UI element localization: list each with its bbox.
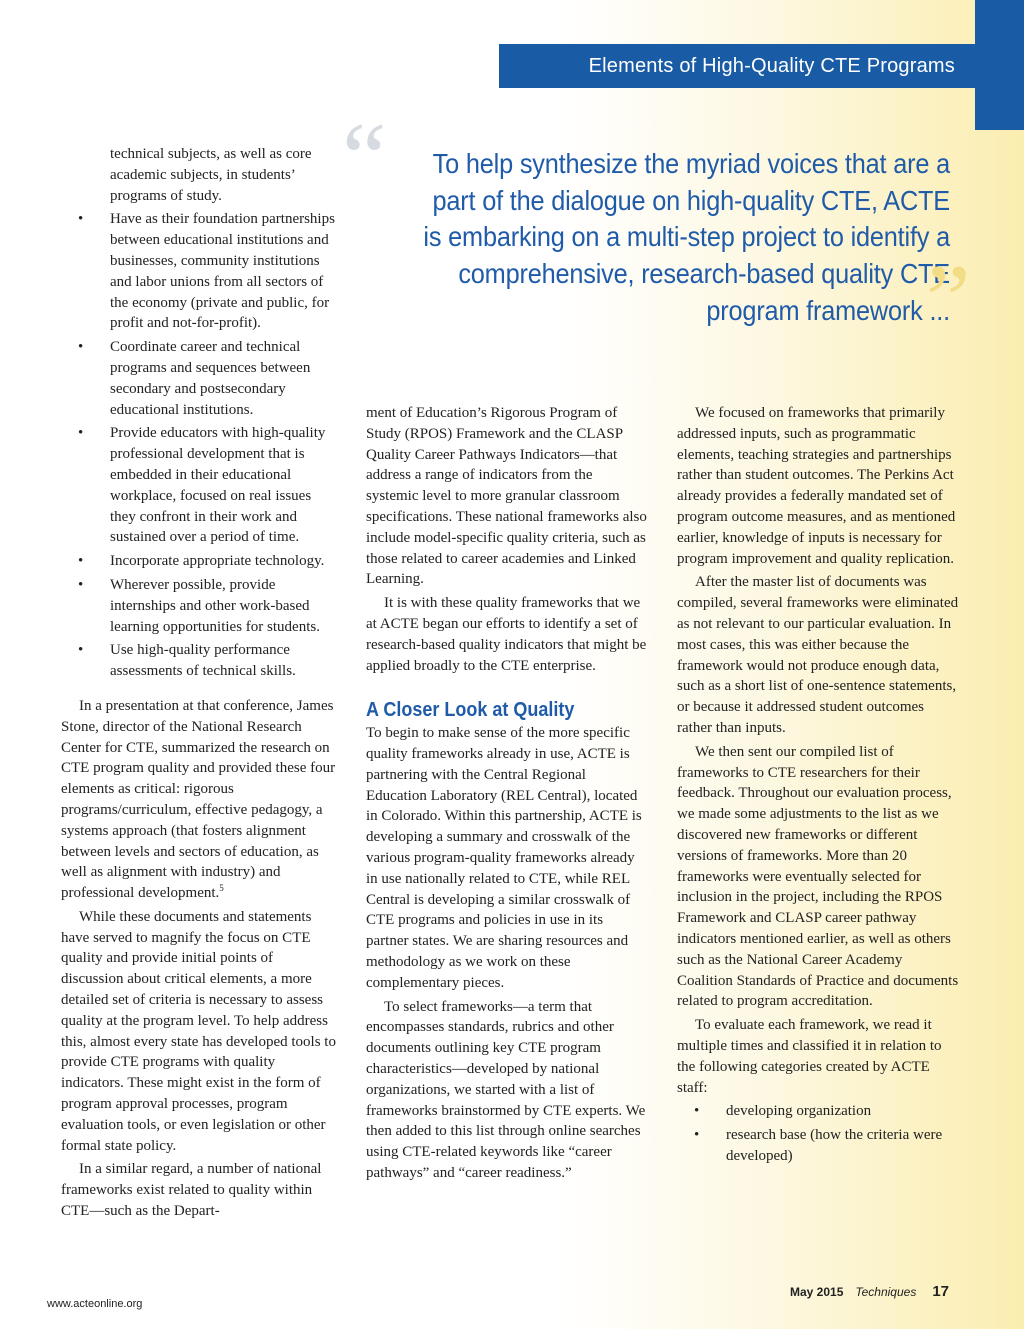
section-header-bar	[499, 44, 975, 88]
list-item: • Incorporate appropriate technology.	[61, 551, 339, 572]
category-list	[677, 1101, 959, 1166]
issue-date: May 2015	[790, 1285, 844, 1299]
page-number: 17	[932, 1283, 949, 1300]
close-quote-mark: ”	[926, 244, 971, 355]
list-item: • Use high-quality performance assessments of technical skills.	[61, 640, 339, 682]
list-item: • Provide educators with high-quality professional development that is embedded in their educational workplace, focused on real issues they confront in their work and sustained over a period of time.	[61, 423, 339, 548]
paragraph: In a presentation at that conference, James Stone, director of the National Research Center for CTE, summarized the research on CTE program quality and provided these four elements as critical: rigorous programs/curriculum, effective pedagogy, a systems approach (that fosters alignment between levels and sectors of education, as well as alignment with industry) and professional development.$^5$	[61, 697, 336, 902]
list-item: • developing organization	[677, 1101, 959, 1122]
paragraph: To select frameworks—a term that encompasses standards, rubrics and other documents outlining key CTE program characteristics—developed by national organizations, we started with a list of frameworks brainstormed by CTE experts. We then added to this list through online searches using CTE-related keywords like “career pathways” and “career readiness.”	[366, 998, 646, 1181]
criteria-list	[61, 209, 339, 682]
continued-text: technical subjects, as well as core academic subjects, in students’ programs of study.	[110, 146, 312, 204]
column-1	[61, 144, 339, 1225]
section-subheading: A Closer Look at Quality	[366, 699, 575, 722]
list-item: • Wherever possible, provide internships and other work-based learning opportunities for students.	[61, 575, 339, 637]
paragraph: After the master list of documents was compiled, several frameworks were eliminated as not relevant to our particular evaluation. In most cases, this was either because the framework would not produce enough data, such as a short list of one-sentence statements, or because it addressed student outcomes rather than inputs.	[677, 574, 959, 736]
section-title: Elements of High-Quality CTE Programs	[588, 54, 955, 77]
paragraph: To evaluate each framework, we read it multiple times and classified it in relation to the following categories created by ACTE staff:	[677, 1017, 942, 1096]
paragraph: We then sent our compiled list of frameworks to CTE researchers for their feedback. Throughout our evaluation process, we made some adjustments to the list as we discovered new frameworks or different versions of frameworks. More than 20 frameworks were eventually selected for inclusion in the project, including the RPOS Framework and CLASP career pathway indicators mentioned earlier, as well as others such as the National Career Academy Coalition Standards of Practice and documents related to program accreditation.	[677, 743, 959, 1010]
pull-quote: To help synthesize the myriad voices that are a part of the dialogue on high-quality CTE, ACTE is embarking on a multi-step project to identify a comprehensive, research-based quality CTE program framework ...	[423, 148, 950, 326]
list-item: • research base (how the criteria were developed)	[677, 1125, 959, 1167]
magazine-name: Techniques	[855, 1285, 917, 1299]
paragraph: We focused on frameworks that primarily addressed inputs, such as programmatic elements, teaching strategies and partnerships rather than student outcomes. The Perkins Act already provides a federally mandated set of program outcome measures, and as mentioned earlier, knowledge of inputs is necessary for program improvement and quality replication.	[677, 405, 956, 567]
list-item: • Have as their foundation partnerships between educational institutions and businesses, community institutions and labor unions from all sectors of the economy (private and public, for profit and not-for-profit).	[61, 209, 339, 334]
header-tab-accent	[975, 0, 1024, 130]
page-footer	[790, 1283, 960, 1300]
paragraph: While these documents and statements have served to magnify the focus on CTE quality and provide initial points of discussion about critical elements, a more detailed set of criteria is necessary to assess quality at the program level. To help address this, almost every state has developed tools to provide CTE programs with quality indicators. These might exist in the form of program approval processes, program evaluation tools, or even legislation or other formal state policy.	[61, 908, 336, 1154]
paragraph: To begin to make sense of the more specific quality frameworks already in use, ACTE is partnering with the Central Regional Education Laboratory (REL Central), located in Colorado. Within this partnership, ACTE is developing a summary and crosswalk of the various program-quality frameworks already in use nationally related to CTE, while REL Central is developing a similar crosswalk of CTE programs and policies in use in its partner states. We are sharing resources and methodology as we work on these complementary pieces.	[366, 725, 642, 991]
column-2	[366, 403, 648, 1187]
website-url: www.acteonline.org	[47, 1298, 143, 1310]
open-quote-mark: “	[342, 102, 387, 213]
paragraph: In a similar regard, a number of national frameworks exist related to quality within CTE—such as the Depart-	[61, 1161, 322, 1220]
paragraph: ment of Education’s Rigorous Program of Study (RPOS) Framework and the CLASP Quality Career Pathways Indicators—that address a range of indicators from the systemic level to more granular classroom specifications. These national frameworks also include model-specific quality criteria, such as those related to career academies and Linked Learning.	[366, 405, 647, 588]
column-3	[677, 403, 959, 1170]
paragraph: It is with these quality frameworks that we at ACTE began our efforts to identify a set of research-based quality indicators that might be applied broadly to the CTE enterprise.	[366, 595, 647, 674]
footnote-ref: 5	[219, 883, 224, 894]
list-item: • Coordinate career and technical programs and sequences between secondary and postsecondary educational institutions.	[61, 337, 339, 420]
